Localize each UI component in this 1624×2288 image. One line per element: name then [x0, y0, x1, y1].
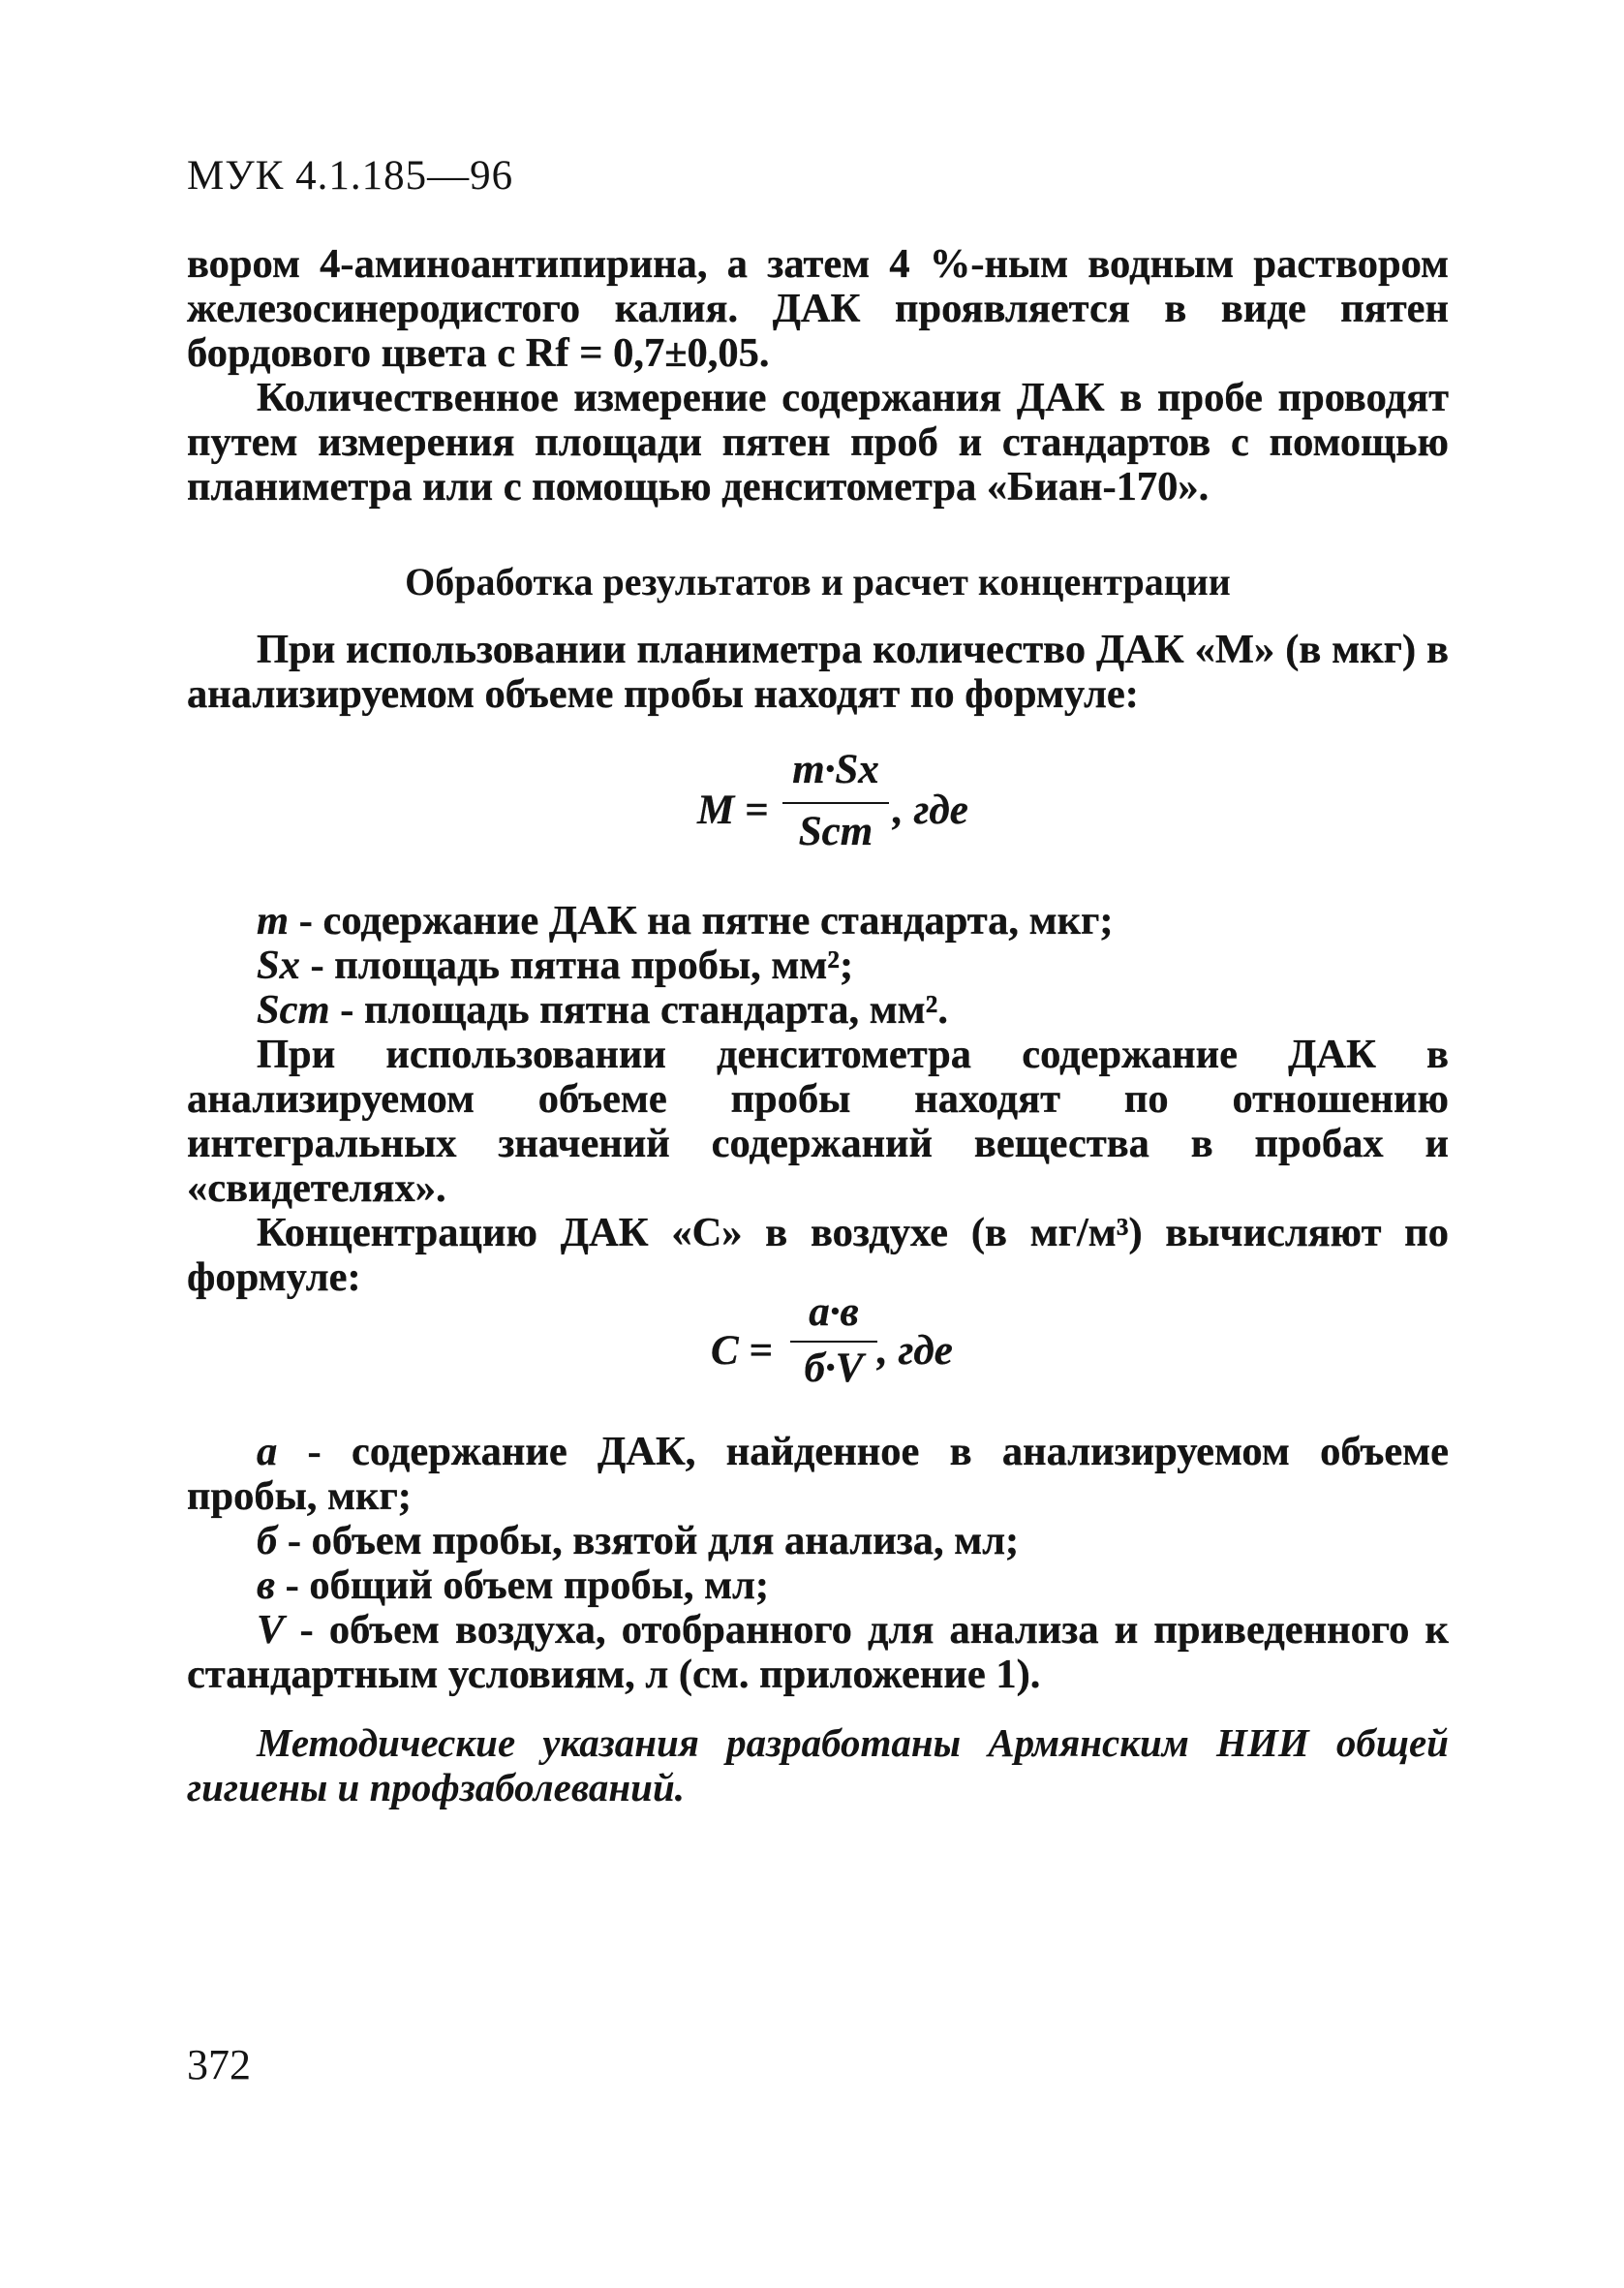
definition-item — [187, 1519, 1449, 1563]
definition-text: - площадь пятна пробы, мм²; — [299, 943, 854, 988]
formula-c-lhs: C = — [711, 1328, 773, 1374]
authorship-note: Методические указания разработаны Армянским НИИ общей гигиены и профзаболеваний. — [187, 1720, 1449, 1809]
paragraph-block-intro — [187, 242, 1449, 510]
definition-text: - содержание ДАК, найденное в анализируемом объеме пробы, мкг; — [187, 1429, 1449, 1519]
formula-c — [697, 1288, 988, 1405]
fraction-bar — [790, 1341, 877, 1343]
paragraph-quantitative-measurement: Количественное измерение содержания ДАК в пробе проводят путем измерения площади пятен проб и стандартов с помощью планиметра или с помощью денситометра «Биан-170». — [187, 375, 1449, 510]
paragraph-planimeter-text: При использовании планиметра количество ДАК «М» (в мкг) в анализируемом объеме пробы находят по формуле: — [187, 627, 1449, 717]
definitions-formula-c — [187, 1430, 1449, 1697]
paragraph-planimeter — [187, 628, 1449, 717]
definition-item — [187, 988, 1449, 1033]
formula-c-denominator: б·V — [804, 1345, 864, 1391]
formula-m — [678, 746, 988, 872]
document-code-header: МУК 4.1.185—96 — [187, 153, 514, 199]
definition-text: - объем пробы, взятой для анализа, мл; — [277, 1518, 1020, 1563]
definition-text: - площадь пятна стандарта, мм². — [329, 987, 948, 1033]
formula-m-tail: , где — [893, 788, 968, 833]
section-heading: Обработка результатов и расчет концентрации — [405, 560, 1231, 603]
definition-text: - объем воздуха, отобранного для анализа и приведенного к стандартным условиям, л (см. приложение 1). — [187, 1607, 1449, 1697]
paragraph-concentration: Концентрацию ДАК «С» в воздухе (в мг/м³) вычисляют по формуле: — [187, 1210, 1449, 1300]
definition-text: - содержание ДАК на пятне стандарта, мкг; — [289, 898, 1114, 943]
definition-symbol: б — [257, 1518, 278, 1563]
paragraph-continued: вором 4-аминоантипирина, а затем 4 %-ным водным раствором железосинеродистого калия. ДАК проявляется в виде пятен бордового цвета с Rf = 0,7±0,05. — [187, 241, 1449, 376]
definition-item — [187, 1608, 1449, 1697]
definition-symbol: a — [257, 1429, 278, 1474]
fraction-bar — [782, 802, 889, 804]
formula-c-tail: , где — [877, 1328, 953, 1374]
formula-c-numerator: a·в — [809, 1289, 859, 1335]
definition-symbol: в — [257, 1562, 275, 1608]
definition-text: - общий объем пробы, мл; — [275, 1562, 770, 1608]
paragraph-block-densitometer — [187, 1033, 1449, 1300]
definition-symbol: Scm — [257, 987, 330, 1033]
definition-symbol: m — [257, 898, 290, 943]
definition-symbol: Sx — [257, 943, 300, 988]
definition-symbol: V — [257, 1607, 285, 1653]
definition-item — [187, 943, 1449, 988]
page-number: 372 — [187, 2041, 251, 2088]
definition-item — [187, 899, 1449, 943]
definition-item — [187, 1563, 1449, 1608]
definition-item — [187, 1430, 1449, 1519]
formula-m-denominator: Scm — [798, 809, 873, 854]
paragraph-densitometer: При использовании денситометра содержание ДАК в анализируемом объеме пробы находят по отношению интегральных значений содержаний вещества в пробах и «свидетелях». — [187, 1032, 1449, 1211]
formula-m-numerator — [782, 746, 889, 793]
formula-m-numerator-text: m·Sx — [792, 747, 879, 792]
formula-m-lhs: M = — [697, 788, 769, 833]
definitions-formula-m — [187, 899, 1449, 1033]
